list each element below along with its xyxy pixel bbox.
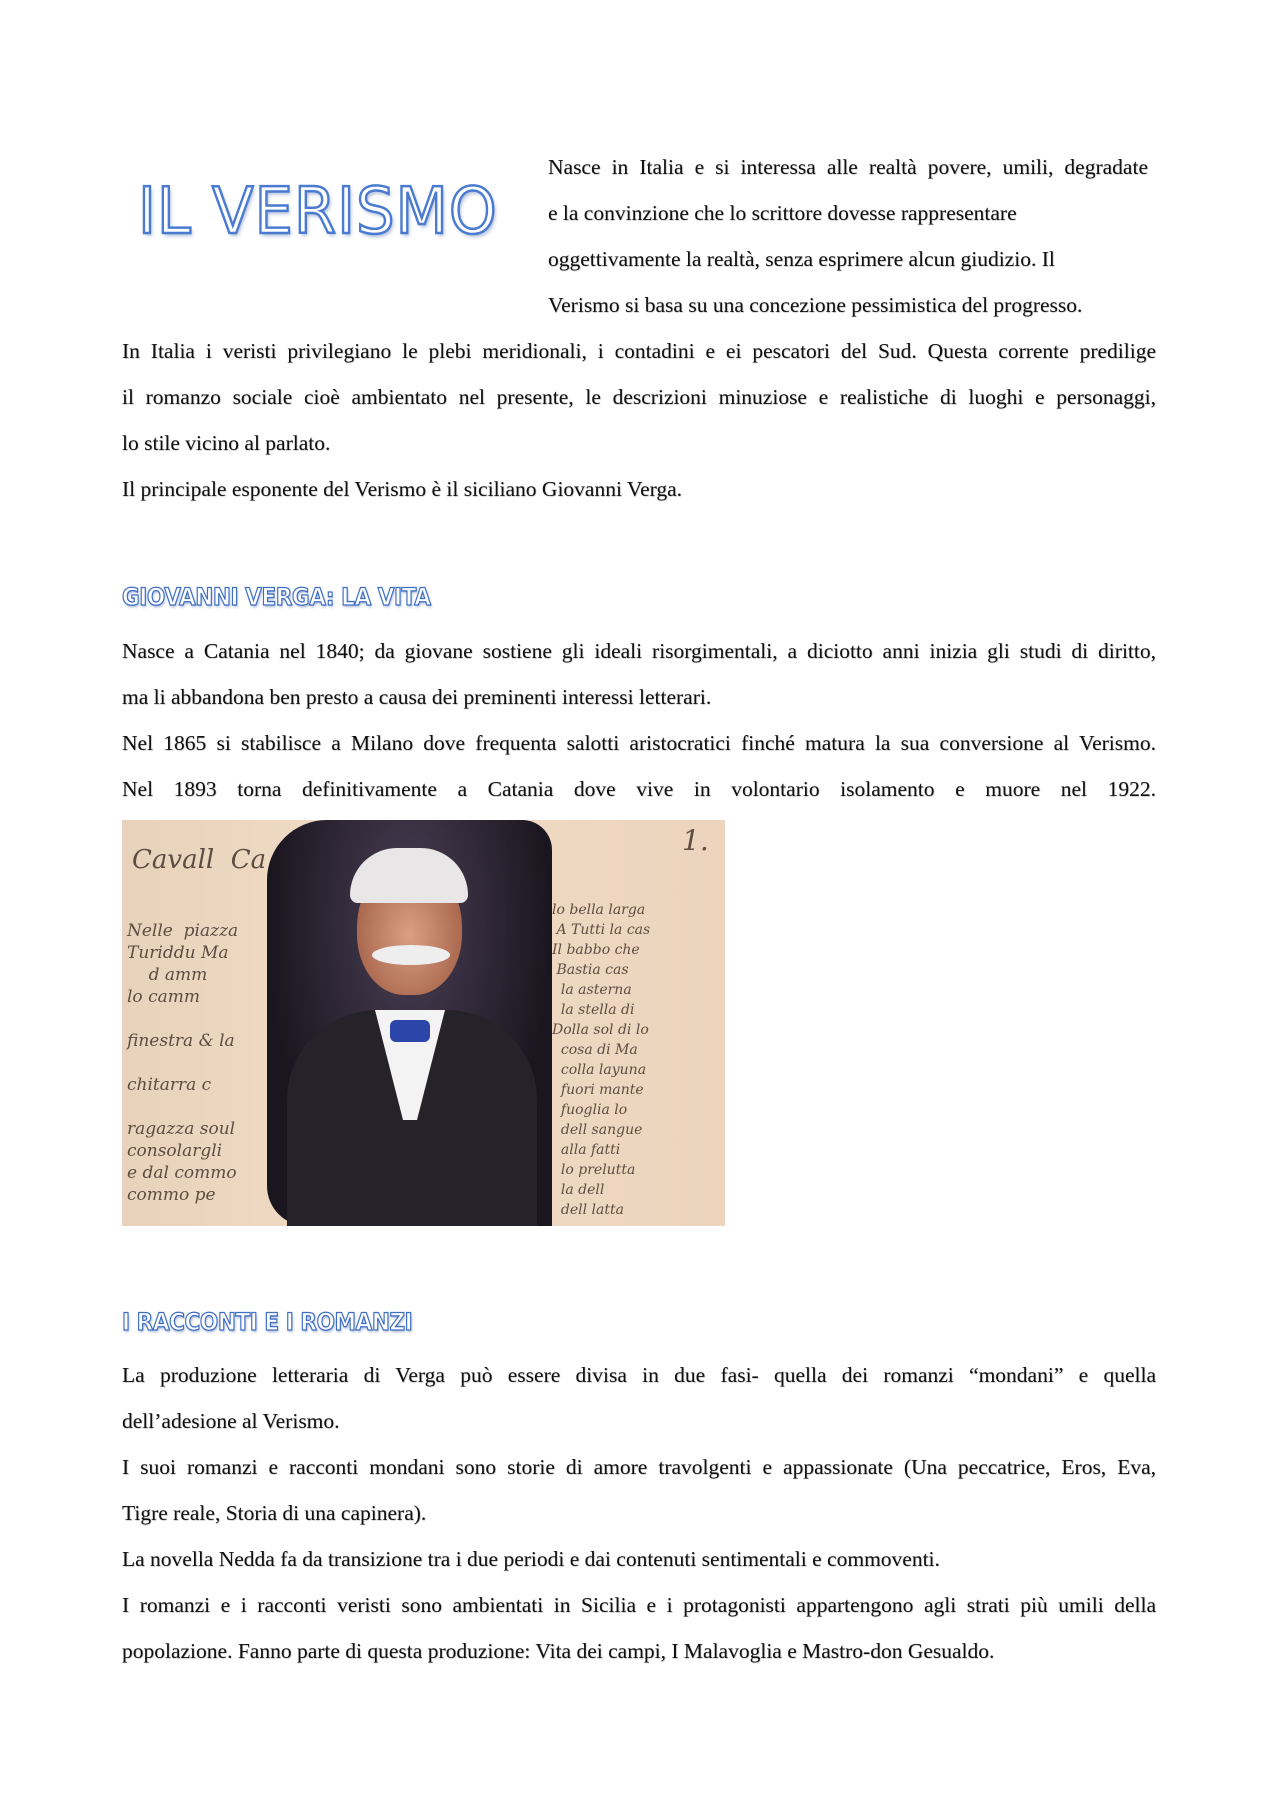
paragraph-line: La novella Nedda fa da transizione tra i due periodi e dai contenuti sentimentali e commoventi. <box>122 1547 940 1571</box>
section-heading-vita: GIOVANNI VERGA: LA VITA <box>122 583 431 611</box>
paragraph-line: La produzione letteraria di Verga può essere divisa in due fasi- quella dei romanzi “mondani” e quella <box>122 1363 1156 1387</box>
intro-line: Verismo si basa su una concezione pessimistica del progresso. <box>548 293 1083 317</box>
intro-line: Nasce in Italia e si interessa alle realtà povere, umili, degradate <box>548 155 1148 179</box>
paragraph-line: Nel 1865 si stabilisce a Milano dove frequenta salotti aristocratici finché matura la sua conversione al Verismo. <box>122 731 1156 755</box>
paragraph-line: Nel 1893 torna definitivamente a Catania dove vive in volontario isolamento e muore nel 1922. <box>122 777 1156 801</box>
paragraph-line: lo stile vicino al parlato. <box>122 431 331 455</box>
paragraph-line: In Italia i veristi privilegiano le plebi meridionali, i contadini e ei pescatori del Sud. Questa corrente predilige <box>122 339 1156 363</box>
intro-line: oggettivamente la realtà, senza esprimere alcun giudizio. Il <box>548 247 1055 271</box>
paragraph-line: Nasce a Catania nel 1840; da giovane sostiene gli ideali risorgimentali, a diciotto anni inizia gli studi di diritto, <box>122 639 1156 663</box>
document-title: IL VERISMO <box>138 175 498 249</box>
paragraph-line: popolazione. Fanno parte di questa produzione: Vita dei campi, I Malavoglia e Mastro-don Gesualdo. <box>122 1639 995 1663</box>
giovanni-verga-portrait-image: Cavall Ca Nelle piazza Turiddu Ma d amm lo camm finestra & la chitarra c ragazza soul consolargli e dal commo commo pe lo bella larga A Tutti la cas Il babbo che Bastia cas la asterna la stella di Dolla sol di lo cosa di Ma colla layuna fuori mante fuoglia lo dell sangue alla fatti lo prelutta la dell dell latta 1. <box>122 820 725 1226</box>
paragraph-line: ma li abbandona ben presto a causa dei preminenti interessi letterari. <box>122 685 712 709</box>
paragraph-line: Tigre reale, Storia di una capinera). <box>122 1501 427 1525</box>
section-heading-romanzi: I RACCONTI E I ROMANZI <box>122 1308 413 1336</box>
paragraph-line: I suoi romanzi e racconti mondani sono storie di amore travolgenti e appassionate (Una peccatrice, Eros, Eva, <box>122 1455 1156 1479</box>
paragraph-line: I romanzi e i racconti veristi sono ambientati in Sicilia e i protagonisti appartengono agli strati più umili della <box>122 1593 1156 1617</box>
intro-line: e la convinzione che lo scrittore dovesse rappresentare <box>548 201 1017 225</box>
paragraph-line: Il principale esponente del Verismo è il siciliano Giovanni Verga. <box>122 477 683 501</box>
paragraph-line: dell’adesione al Verismo. <box>122 1409 340 1433</box>
paragraph-line: il romanzo sociale cioè ambientato nel presente, le descrizioni minuziose e realistiche di luoghi e personaggi, <box>122 385 1156 409</box>
